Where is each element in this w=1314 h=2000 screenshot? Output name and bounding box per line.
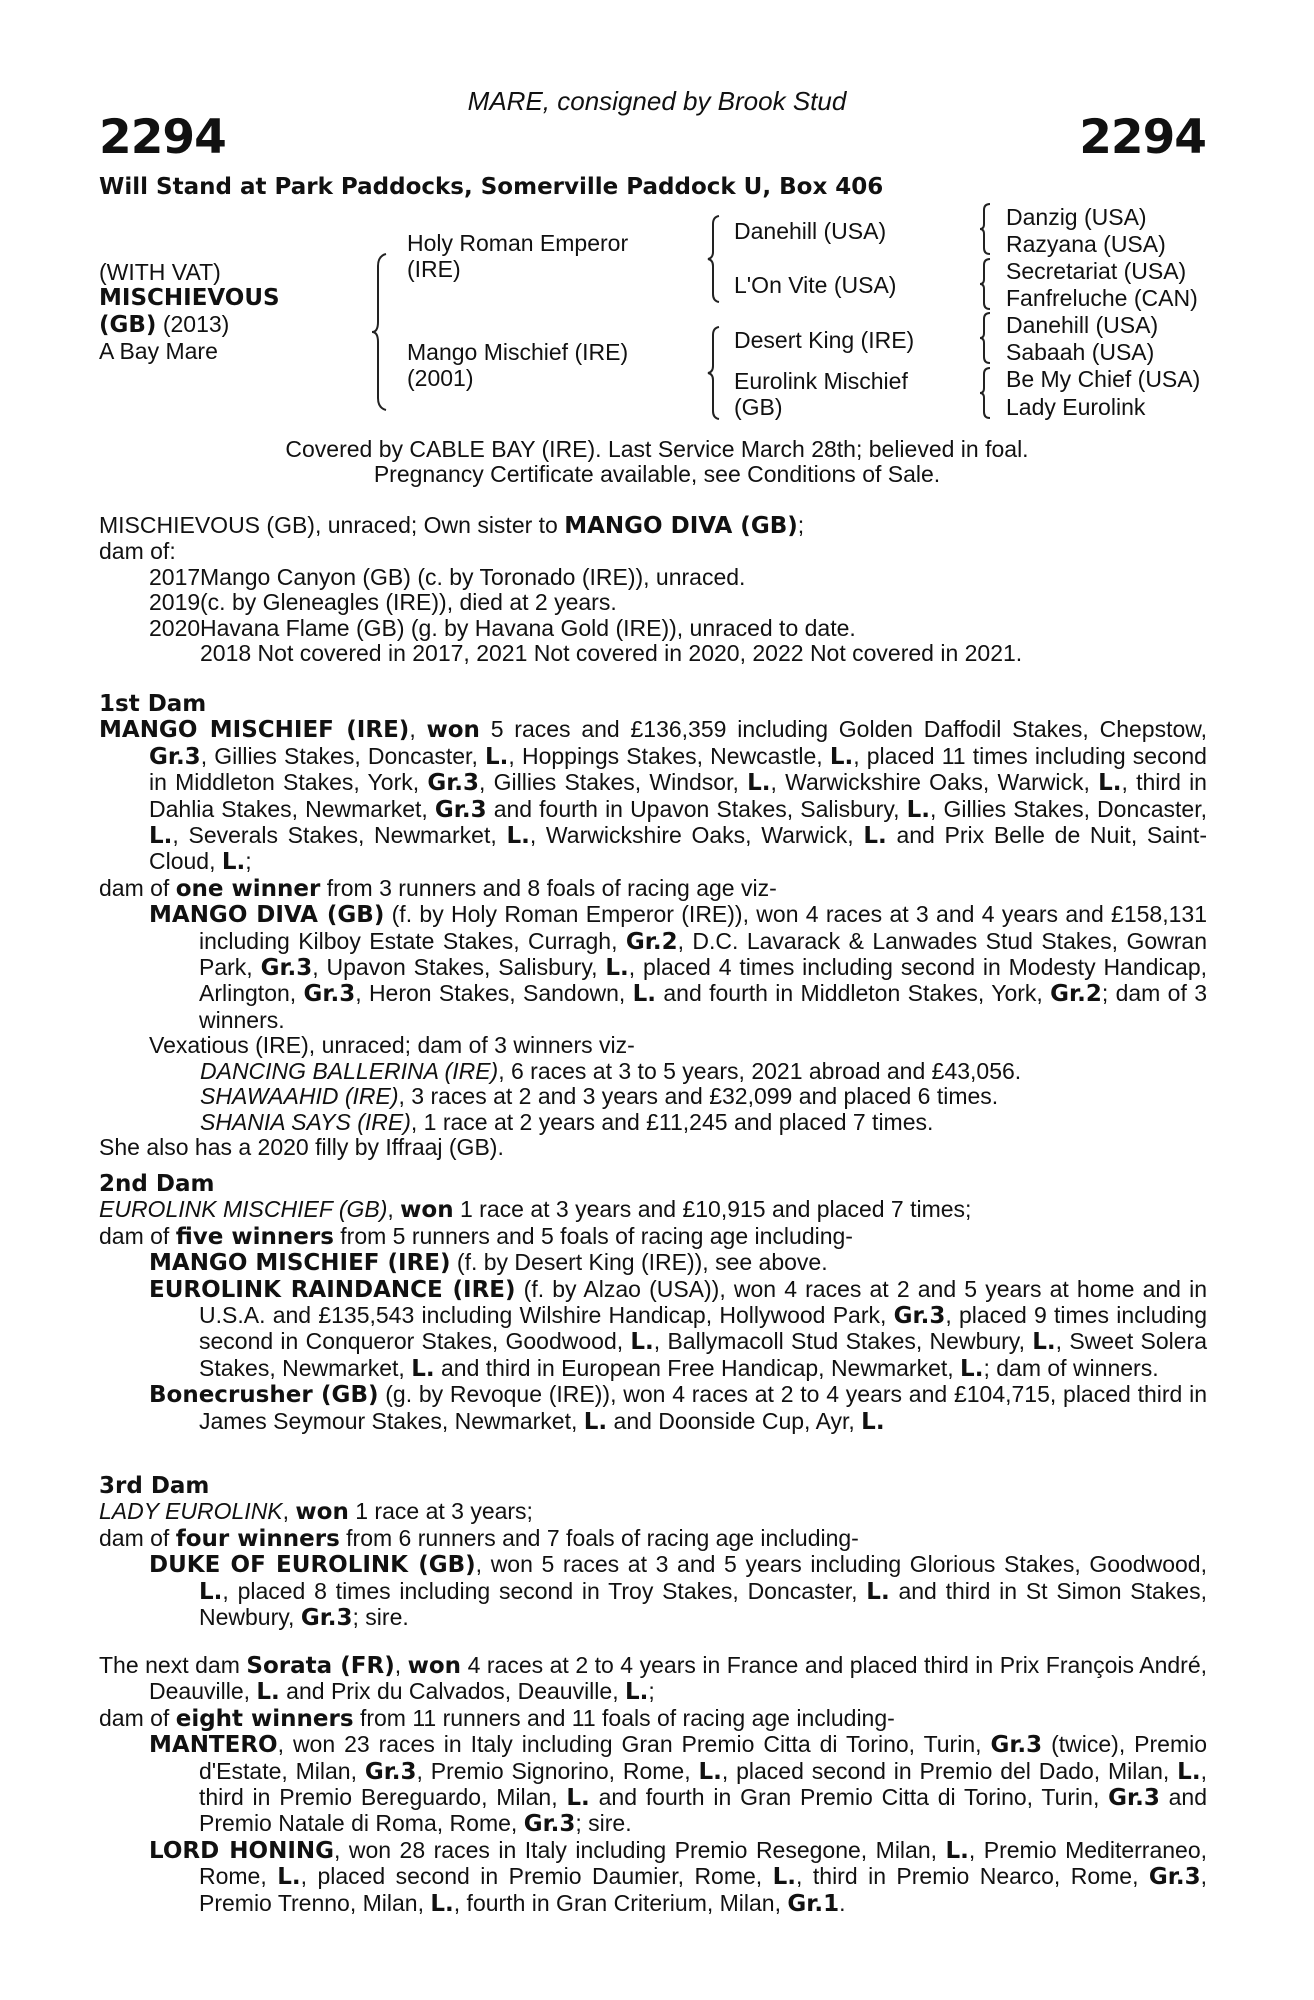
sire-dam: L'On Vite (USA) [734,272,897,298]
produce-text: Mango Canyon (GB) (c. by Toronado (IRE)), unraced. [200,563,746,590]
text: and third in European Free Handicap, Newmarket, [434,1354,961,1381]
produce-text: (c. by Gleneagles (IRE)), died at 2 years. [200,589,617,616]
text: , third in Dahlia Stakes, Newmarket, [149,769,1207,822]
next-dam-section [99,1653,1207,1917]
grade: L. [861,1408,885,1435]
grade: L. [506,823,530,850]
sire-sire: Danehill (USA) [734,218,887,244]
progeny-name: LORD HONING [149,1837,335,1864]
progeny-name: Bonecrusher (GB) [149,1382,379,1409]
grade: L. [411,1355,435,1382]
ped-dsd: Sabaah (USA) [1006,339,1155,365]
grandprogeny-name: DANCING BALLERINA (IRE) [200,1057,499,1084]
grade: L. [256,1679,280,1706]
text: , Sweet Solera Stakes, Newmarket, [199,1328,1207,1381]
progeny-eurolink-raindance [99,1277,1207,1383]
ped-sss: Danzig (USA) [1006,204,1147,230]
won-label: won [407,1653,462,1679]
grade: L. [906,796,931,823]
grade: Gr.1 [787,1890,840,1917]
grade: Gr.3 [893,1303,946,1330]
text: 5 races and £136,359 including Golden Daffodil Stakes, Chepstow, [479,716,1207,743]
text: , Gillies Stakes, Windsor, [479,769,748,796]
progeny-vexatious: Vexatious (IRE), unraced; dam of 3 winners viz- [149,1032,635,1059]
dam-dam-line2: (GB) [734,394,783,420]
produce-intro: MISCHIEVOUS (GB), unraced; Own sister to [99,512,565,538]
text: dam of [99,1704,176,1731]
progeny-name: MANGO DIVA (GB) [149,902,385,929]
grade: L. [277,1864,301,1891]
grade: L. [960,1355,984,1382]
grade: Gr.3 [364,1758,417,1785]
produce-year: 2020 [149,614,201,641]
ped-sdd: Fanfreluche (CAN) [1006,285,1198,311]
grade: L. [149,823,173,850]
progeny-name: MANTERO [149,1732,278,1759]
text: 1 race at 3 years and £10,915 and placed 7 times; [453,1196,972,1223]
pedigree-brace-sd [978,257,992,311]
grade: Gr.3 [990,1732,1043,1759]
text: , 3 races at 2 and 3 years and £32,099 and placed 6 times. [398,1083,999,1110]
text: ; sire. [352,1604,409,1631]
dam-name: LADY EUROLINK [99,1498,283,1525]
grade: Gr.3 [149,743,201,770]
text: , third in Premio Bereguardo, Milan, [199,1757,1207,1811]
text: (f. by Desert King (IRE)), see above. [450,1249,828,1276]
text: ; sire. [575,1810,632,1837]
winners-count: five winners [175,1223,334,1250]
text: (f. by Alzao (USA)), won 4 races at 2 and 5 years at home and in U.S.A. and £135,543 including Wilshire Handicap, Hollywood Park, [199,1275,1207,1329]
text: from 5 runners and 5 foals of racing age including- [333,1222,853,1249]
produce-year: 2017 [149,563,201,590]
vat-note: (WITH VAT) [99,259,221,285]
text: , won 28 races in Italy including Premio Resegone, Milan, [334,1836,946,1863]
grade: Gr.2 [1050,981,1102,1008]
dam-name: Sorata (FR) [246,1653,395,1679]
section-heading: 1st Dam [99,691,207,717]
text: , Premio Mediterraneo, Rome, [199,1836,1208,1890]
text: 4 races at 2 to 4 years in France and placed third in Prix François André, Deauville, [149,1652,1208,1705]
text: , 1 race at 2 years and £11,245 and placed 7 times. [410,1108,934,1135]
produce-text: Havana Flame (GB) (g. by Havana Gold (IRE)), unraced to date. [200,614,856,641]
grandprogeny-name: SHANIA SAYS (IRE) [200,1108,411,1135]
text: and fourth in Upavon Stakes, Salisbury, [486,795,907,822]
text: , placed second in Premio Daumier, Rome, [300,1863,773,1890]
horse-info [99,259,280,364]
section-heading: 3rd Dam [99,1473,210,1499]
text: dam of [99,1524,176,1551]
progeny-name: MANGO MISCHIEF (IRE) [149,1250,451,1277]
punct: ; [648,1678,655,1705]
text: , placed 4 times including second in Modesty Handicap, Arlington, [199,954,1208,1007]
text: , won 5 races at 3 and 5 years including Glorious Stakes, Goodwood, [475,1551,1207,1578]
grade: L. [1032,1329,1056,1356]
text: , Premio Trenno, Milan, [199,1863,1207,1916]
grade: L. [772,1864,797,1891]
text: , Ballymacoll Stud Stakes, Newbury, [653,1328,1033,1355]
text: from 6 runners and 7 foals of racing age including- [339,1524,859,1551]
won-label: won [426,717,480,744]
progeny-lord-honing [99,1838,1207,1917]
text: , D.C. Lavarack & Lanwades Stud Stakes, Gowran Park, [199,927,1207,981]
grade: L. [829,743,854,770]
text: , Hoppings Stakes, Newcastle, [508,742,830,769]
text: from 11 runners and 11 foals of racing age including- [353,1704,895,1731]
section-heading: 2nd Dam [99,1171,215,1197]
text: (f. by Holy Roman Emperor (IRE)), won 4 races at 3 and 4 years and £158,131 including Kilboy Estate Stakes, Curragh, [199,901,1207,954]
text: , placed 8 times including second in Troy Stakes, Doncaster, [222,1577,867,1604]
grade: L. [566,1785,590,1812]
dam-name: MANGO MISCHIEF (IRE) [99,717,410,744]
progeny-name: EUROLINK RAINDANCE (IRE) [149,1276,516,1303]
second-dam-section: 2nd Dam EUROLINK MISCHIEF (GB), won 1 race at 3 years and £10,915 and placed 7 times; dam of five winners from 5 runners and 5 foals of racing age including- MANGO MISCHIEF (IRE) (f. by Desert King (IRE)), see above. EUROLINK RAINDANCE (IRE) (f. by Alzao (USA)), won 4 races at 2 and 5 years at home and in U.S.A. and £135,543 including Wilshire Handicap, Hollywood Park, Gr.3, placed 9 times including second in Conqueror Stakes, Goodwood, L., Ballymacoll Stud Stakes, Newbury, L., Sweet Solera Stakes, Newmarket, L. and third in European Free Handicap, Newmarket, L.; dam of winners. Bonecrusher (GB) (g. by Revoque (IRE)), won 4 races at 2 to 4 years and £104,715, placed third in James Seymour Stakes, Newmarket, L. and Doonside Cup, Ayr, L. [99,1171,1207,1435]
dam-dam [734,368,908,420]
grade: L. [605,955,629,982]
text: , Premio Signorino, Rome, [416,1757,699,1784]
text: , Gillies Stakes, Doncaster, [930,795,1208,822]
progeny-name: DUKE OF EUROLINK (GB) [149,1552,476,1579]
third-dam-section: 3rd Dam LADY EUROLINK, won 1 race at 3 years; dam of four winners from 6 runners and 7 foals of racing age including- DUKE OF EUROLINK (GB), won 5 races at 3 and 5 years including Glorious Stakes, Goodwood, L., placed 8 times including second in Troy Stakes, Doncaster, L. and third in St Simon Stakes, Newbury, Gr.3; sire. [99,1473,1207,1632]
text: , Severals Stakes, Newmarket, [172,822,507,849]
text: , won 23 races in Italy including Gran Premio Citta di Torino, Turin, [277,1731,991,1758]
progeny-mantero [99,1732,1207,1838]
consignment-line: MARE, consigned by Brook Stud [467,86,847,116]
horse-year: (2013) [156,311,230,337]
sire-line1: Holy Roman Emperor [407,230,629,256]
ped-ddd: Lady Eurolink [1006,394,1146,420]
first-dam-section [99,692,1207,1160]
grade: L. [1177,1758,1201,1785]
text: , Heron Stakes, Sandown, [355,980,633,1007]
grade: Gr.3 [1108,1785,1160,1812]
ped-ssd: Razyana (USA) [1006,231,1166,257]
ped-sds: Secretariat (USA) [1006,258,1187,284]
text: and Prix Belle de Nuit, Saint-Cloud, [149,822,1207,875]
produce-dam-of: dam of: [99,538,176,565]
progeny-duke-of-eurolink [99,1552,1207,1631]
grade: L. [199,1578,223,1605]
text: and third in St Simon Stakes, Newbury, [199,1577,1207,1631]
text: , fourth in Gran Criterium, Milan, [453,1889,788,1916]
text: ; dam of 3 winners. [199,980,1207,1033]
grade: L. [630,1329,654,1356]
progeny-mango-diva [99,902,1207,1033]
ped-dss: Danehill (USA) [1006,312,1159,338]
text: , Gillies Stakes, Doncaster, [200,742,485,769]
grade: L. [945,1837,969,1864]
dam-name [407,339,628,391]
winners-count: four winners [175,1525,340,1552]
grade: Gr.3 [303,981,356,1008]
text: , Warwickshire Oaks, Warwick, [770,769,1099,796]
horse-name: MISCHIEVOUS [99,285,280,311]
sire-name [407,230,628,282]
text: , Warwickshire Oaks, Warwick, [529,822,864,849]
text: and Prix du Calvados, Deauville, [279,1678,625,1705]
grade: L. [624,1679,649,1706]
text: The next dam [99,1652,247,1678]
grade: Gr.3 [260,955,313,982]
dam-name: EUROLINK MISCHIEF (GB) [99,1196,388,1223]
grade: L. [1098,770,1122,797]
grade: L. [698,1758,722,1785]
text: from 3 runners and 8 foals of racing age viz- [320,874,777,901]
also-note: She also has a 2020 filly by Iffraaj (GB). [99,1133,504,1160]
punct: . [839,1889,846,1916]
grade: L. [583,1408,608,1435]
covering-line1: Covered by CABLE BAY (IRE). Last Service March 28th; believed in foal. [285,436,1029,462]
text: , placed 11 times including second in Middleton Stakes, York, [149,742,1207,796]
text: and fourth in Middleton Stakes, York, [656,980,1051,1007]
punct: ; [797,512,805,538]
text: ; dam of winners. [983,1354,1159,1381]
grade: Gr.2 [625,928,678,955]
text: and Doonside Cup, Ayr, [607,1407,862,1434]
next-dam-record: The next dam Sorata (FR), won 4 races at 2 to 4 years in France and placed third in Prix François André, Deauville, L. and Prix du Calvados, Deauville, L.; [99,1652,1208,1706]
grade: L. [430,1890,454,1917]
stand-location: Will Stand at Park Paddocks, Somerville Paddock U, Box 406 [99,174,884,200]
dam-dam-line1: Eurolink Mischief [734,368,908,394]
grade: Gr.3 [427,770,480,797]
lot-number-right: 2294 [1079,110,1206,165]
text: , 6 races at 3 to 5 years, 2021 abroad and £43,056. [498,1057,1022,1084]
punct: , [409,716,427,743]
winners-count: eight winners [175,1705,354,1732]
text: (g. by Revoque (IRE)), won 4 races at 2 to 4 years and £104,715, placed third in James Seymour Stakes, Newmarket, [199,1381,1207,1434]
pedigree-brace-dam [706,325,722,421]
grade: L. [632,981,657,1008]
dam-line1: Mango Mischief (IRE) [407,339,629,365]
text: , placed second in Premio del Dado, Milan, [721,1757,1178,1784]
text: , Upavon Stakes, Salisbury, [312,954,606,981]
horse-description: A Bay Mare [99,338,218,364]
pedigree-brace-ss [978,202,992,256]
lot-number-left: 2294 [99,110,226,165]
text: dam of [99,874,176,901]
grade: L. [747,770,771,797]
text: and Premio Natale di Roma, Rome, [199,1784,1208,1837]
produce-year: 2019 [149,589,201,616]
produce-section [99,513,1207,666]
grade: Gr.3 [523,1811,576,1838]
text: 1 race at 3 years; [348,1498,533,1525]
first-dam-record [99,717,1207,875]
horse-origin: (GB) [99,312,157,338]
winners-count: one winner [175,875,321,902]
grade: Gr.3 [434,796,487,823]
grade: L. [863,823,887,850]
text: , third in Premio Nearco, Rome, [796,1863,1149,1890]
dam-line2: (2001) [407,365,474,391]
dam-sire: Desert King (IRE) [734,327,915,353]
won-label: won [295,1499,349,1526]
grade: L. [485,743,509,770]
text: , placed 9 times including second in Conqueror Stakes, Goodwood, [199,1302,1207,1355]
grade: L. [221,849,246,876]
ped-dds: Be My Chief (USA) [1006,366,1201,392]
grandprogeny-name: SHAWAAHID (IRE) [200,1083,399,1110]
sire-line2: (IRE) [407,256,461,282]
produce-note: 2018 Not covered in 2017, 2021 Not covered in 2020, 2022 Not covered in 2021. [200,640,1023,667]
grade: Gr.3 [300,1605,353,1632]
progeny-bonecrusher [99,1382,1207,1435]
pedigree-brace-main [370,252,390,412]
pedigree-brace-dd [978,366,992,420]
own-sister-name: MANGO DIVA (GB) [564,513,798,539]
text: and fourth in Gran Premio Citta di Torino, Turin, [589,1784,1109,1811]
pedigree-brace-sire [706,214,722,304]
text: dam of [99,1222,176,1249]
grade: Gr.3 [1148,1864,1201,1891]
covering-line2: Pregnancy Certificate available, see Conditions of Sale. [373,461,941,487]
pedigree-brace-ds [978,311,992,365]
won-label: won [400,1197,454,1224]
punct: ; [245,848,252,875]
grade: L. [866,1578,890,1605]
text: (twice), Premio d'Estate, Milan, [199,1731,1208,1784]
